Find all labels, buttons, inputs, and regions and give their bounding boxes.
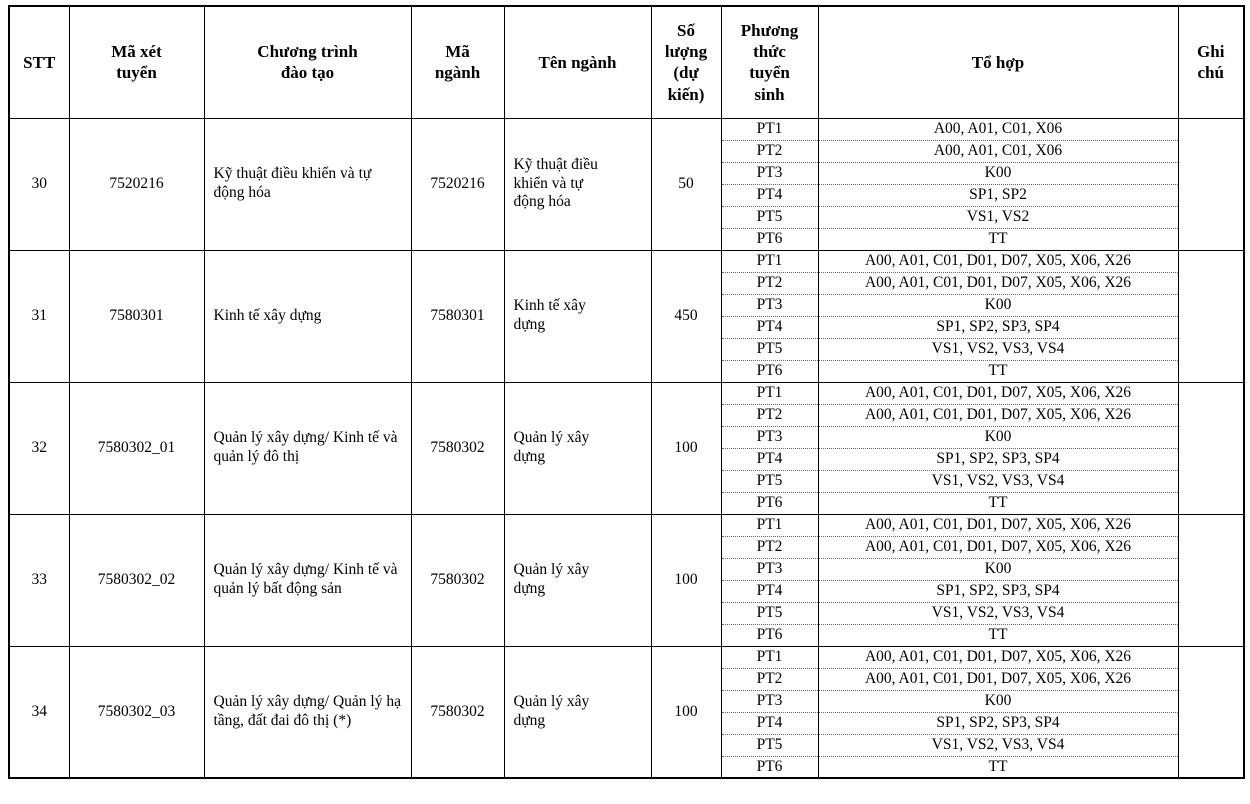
subject-combination-cell: K00 xyxy=(818,294,1178,316)
subject-combination-cell: A00, A01, C01, D01, D07, X05, X06, X26 xyxy=(818,668,1178,690)
header-ghi-chu: Ghi chú xyxy=(1178,6,1244,118)
admission-method-cell: PT5 xyxy=(721,206,818,228)
subject-combination-cell: VS1, VS2, VS3, VS4 xyxy=(818,338,1178,360)
major-name-cell: Kỹ thuật điều khiển và tự động hóa xyxy=(504,118,651,250)
subject-combination-cell: A00, A01, C01, X06 xyxy=(818,140,1178,162)
admission-method-cell: PT1 xyxy=(721,250,818,272)
stt-cell: 34 xyxy=(9,646,69,778)
admission-method-cell: PT4 xyxy=(721,316,818,338)
subject-combination-cell: VS1, VS2, VS3, VS4 xyxy=(818,734,1178,756)
admission-method-cell: PT4 xyxy=(721,448,818,470)
table-row xyxy=(9,250,1244,272)
header-ten-nganh: Tên ngành xyxy=(504,6,651,118)
admission-method-cell: PT3 xyxy=(721,558,818,580)
subject-combination-cell: K00 xyxy=(818,426,1178,448)
training-program-cell: Quản lý xây dựng/ Kinh tế và quản lý bất động sản xyxy=(204,514,411,646)
training-program-cell: Quản lý xây dựng/ Quản lý hạ tầng, đất đai đô thị (*) xyxy=(204,646,411,778)
note-cell xyxy=(1178,250,1244,382)
admissions-table xyxy=(8,5,1245,779)
admission-method-cell: PT5 xyxy=(721,338,818,360)
training-program-cell: Kinh tế xây dựng xyxy=(204,250,411,382)
note-cell xyxy=(1178,646,1244,778)
admission-method-cell: PT2 xyxy=(721,140,818,162)
admission-method-cell: PT1 xyxy=(721,646,818,668)
subject-combination-cell: TT xyxy=(818,492,1178,514)
admission-method-cell: PT4 xyxy=(721,580,818,602)
admission-method-cell: PT6 xyxy=(721,624,818,646)
admission-method-cell: PT3 xyxy=(721,162,818,184)
table-row xyxy=(9,382,1244,404)
stt-cell: 33 xyxy=(9,514,69,646)
admission-method-cell: PT3 xyxy=(721,426,818,448)
subject-combination-cell: TT xyxy=(818,624,1178,646)
subject-combination-cell: VS1, VS2, VS3, VS4 xyxy=(818,602,1178,624)
admission-method-cell: PT6 xyxy=(721,492,818,514)
header-so-luong: Số lượng (dự kiến) xyxy=(651,6,721,118)
stt-cell: 32 xyxy=(9,382,69,514)
major-name-cell: Quản lý xây dựng xyxy=(504,514,651,646)
quota-cell: 100 xyxy=(651,646,721,778)
admission-method-cell: PT6 xyxy=(721,360,818,382)
subject-combination-cell: SP1, SP2, SP3, SP4 xyxy=(818,316,1178,338)
header-ma-xet-tuyen: Mã xét tuyển xyxy=(69,6,204,118)
header-stt: STT xyxy=(9,6,69,118)
table-row xyxy=(9,514,1244,536)
subject-combination-cell: K00 xyxy=(818,690,1178,712)
admission-method-cell: PT1 xyxy=(721,118,818,140)
admission-code-cell: 7580302_03 xyxy=(69,646,204,778)
subject-combination-cell: A00, A01, C01, D01, D07, X05, X06, X26 xyxy=(818,250,1178,272)
header-phuong-thuc-tuyen-sinh: Phương thức tuyển sinh xyxy=(721,6,818,118)
subject-combination-cell: A00, A01, C01, D01, D07, X05, X06, X26 xyxy=(818,514,1178,536)
major-code-cell: 7580302 xyxy=(411,646,504,778)
admission-method-cell: PT5 xyxy=(721,602,818,624)
admission-method-cell: PT5 xyxy=(721,470,818,492)
admission-method-cell: PT1 xyxy=(721,514,818,536)
subject-combination-cell: TT xyxy=(818,228,1178,250)
subject-combination-cell: VS1, VS2 xyxy=(818,206,1178,228)
subject-combination-cell: A00, A01, C01, D01, D07, X05, X06, X26 xyxy=(818,272,1178,294)
header-to-hop: Tổ hợp xyxy=(818,6,1178,118)
note-cell xyxy=(1178,382,1244,514)
subject-combination-cell: A00, A01, C01, D01, D07, X05, X06, X26 xyxy=(818,646,1178,668)
admission-method-cell: PT3 xyxy=(721,690,818,712)
stt-cell: 31 xyxy=(9,250,69,382)
quota-cell: 450 xyxy=(651,250,721,382)
major-code-cell: 7520216 xyxy=(411,118,504,250)
subject-combination-cell: A00, A01, C01, D01, D07, X05, X06, X26 xyxy=(818,382,1178,404)
major-code-cell: 7580301 xyxy=(411,250,504,382)
header-ma-nganh: Mã ngành xyxy=(411,6,504,118)
subject-combination-cell: SP1, SP2, SP3, SP4 xyxy=(818,580,1178,602)
table-row xyxy=(9,646,1244,668)
admission-method-cell: PT1 xyxy=(721,382,818,404)
admission-method-cell: PT5 xyxy=(721,734,818,756)
subject-combination-cell: K00 xyxy=(818,162,1178,184)
admission-code-cell: 7580301 xyxy=(69,250,204,382)
subject-combination-cell: TT xyxy=(818,360,1178,382)
major-name-cell: Quản lý xây dựng xyxy=(504,646,651,778)
note-cell xyxy=(1178,118,1244,250)
training-program-cell: Quản lý xây dựng/ Kinh tế và quản lý đô thị xyxy=(204,382,411,514)
subject-combination-cell: K00 xyxy=(818,558,1178,580)
subject-combination-cell: A00, A01, C01, D01, D07, X05, X06, X26 xyxy=(818,536,1178,558)
admission-method-cell: PT6 xyxy=(721,228,818,250)
table-row xyxy=(9,118,1244,140)
note-cell xyxy=(1178,514,1244,646)
admission-method-cell: PT3 xyxy=(721,294,818,316)
header-chuong-trinh-dao-tao: Chương trình đào tạo xyxy=(204,6,411,118)
admission-method-cell: PT2 xyxy=(721,272,818,294)
training-program-cell: Kỹ thuật điều khiển và tự động hóa xyxy=(204,118,411,250)
subject-combination-cell: SP1, SP2 xyxy=(818,184,1178,206)
quota-cell: 100 xyxy=(651,514,721,646)
admission-method-cell: PT2 xyxy=(721,668,818,690)
subject-combination-cell: SP1, SP2, SP3, SP4 xyxy=(818,448,1178,470)
admission-method-cell: PT2 xyxy=(721,404,818,426)
subject-combination-cell: TT xyxy=(818,756,1178,778)
header-row xyxy=(9,6,1244,118)
major-code-cell: 7580302 xyxy=(411,382,504,514)
subject-combination-cell: SP1, SP2, SP3, SP4 xyxy=(818,712,1178,734)
admission-method-cell: PT6 xyxy=(721,756,818,778)
admission-code-cell: 7520216 xyxy=(69,118,204,250)
admission-code-cell: 7580302_01 xyxy=(69,382,204,514)
major-code-cell: 7580302 xyxy=(411,514,504,646)
stt-cell: 30 xyxy=(9,118,69,250)
major-name-cell: Kinh tế xây dựng xyxy=(504,250,651,382)
subject-combination-cell: VS1, VS2, VS3, VS4 xyxy=(818,470,1178,492)
admission-code-cell: 7580302_02 xyxy=(69,514,204,646)
subject-combination-cell: A00, A01, C01, X06 xyxy=(818,118,1178,140)
major-name-cell: Quản lý xây dựng xyxy=(504,382,651,514)
subject-combination-cell: A00, A01, C01, D01, D07, X05, X06, X26 xyxy=(818,404,1178,426)
admission-method-cell: PT2 xyxy=(721,536,818,558)
admission-method-cell: PT4 xyxy=(721,184,818,206)
admission-method-cell: PT4 xyxy=(721,712,818,734)
quota-cell: 100 xyxy=(651,382,721,514)
quota-cell: 50 xyxy=(651,118,721,250)
